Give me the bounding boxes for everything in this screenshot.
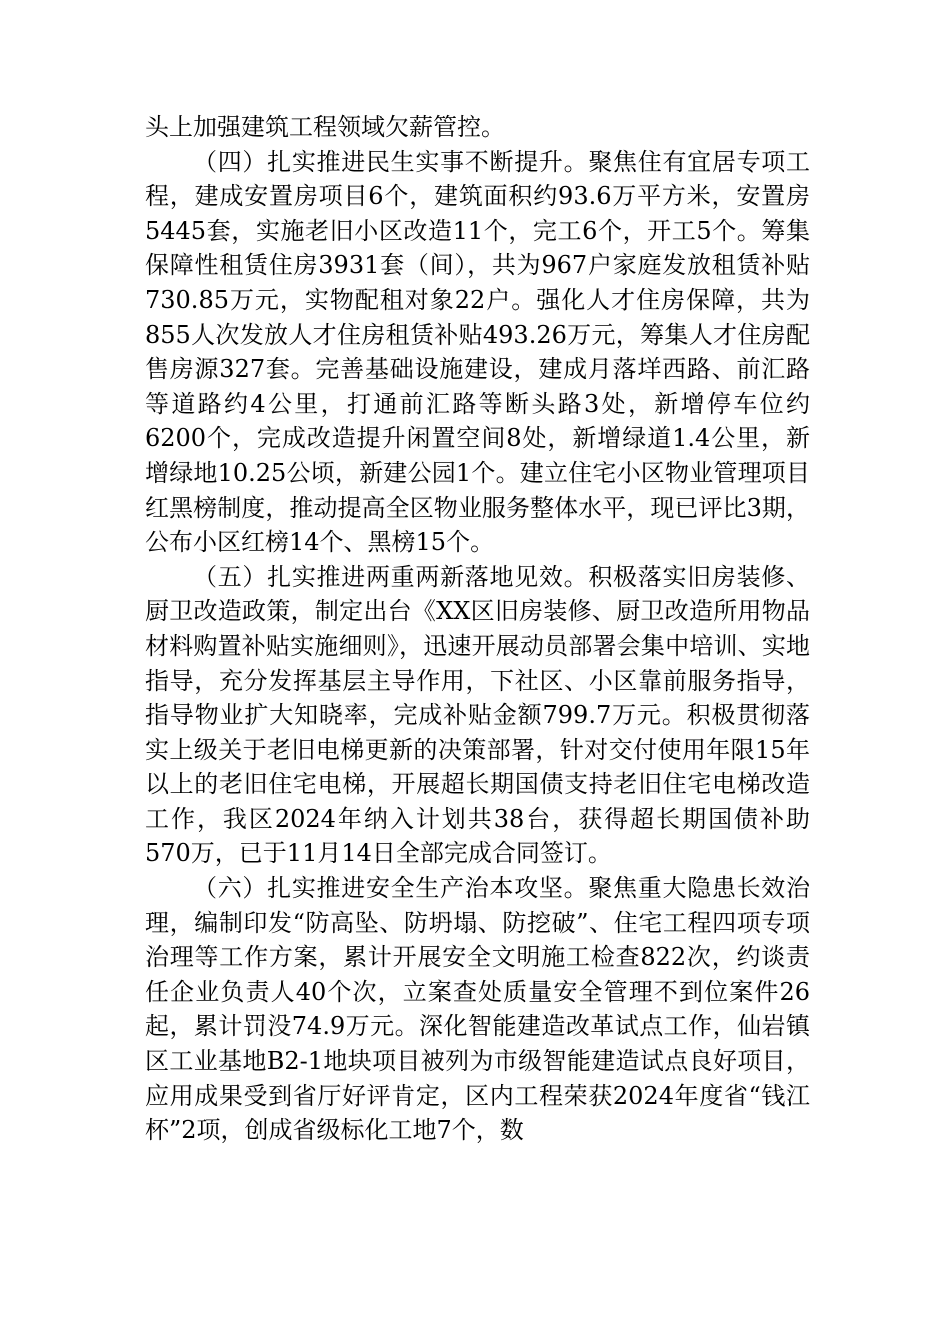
paragraph-section-4: （四）扎实推进民生实事不断提升。聚焦住有宜居专项工程，建成安置房项目6个，建筑面积约93.6万平方米，安置房5445套，实施老旧小区改造11个，完工6个，开工5个。筹集保障性租赁住房3931套（间），共为967户家庭发放租赁补贴730.85万元，实物配租对象22户。强化人才住房保障，共为855人次发放人才住房租赁补贴493.26万元，筹集人才住房配售房源327套。完善基础设施建设，建成月落垟西路、前汇路等道路约4公里，打通前汇路等断头路3处，新增停车位约6200个，完成改造提升闲置空间8处，新增绿道1.4公里，新增绿地10.25公顷，新建公园1个。建立住宅小区物业管理项目红黑榜制度，推动提高全区物业服务整体水平，现已评比3期，公布小区红榜14个、黑榜15个。: [145, 147, 810, 557]
paragraph-section-5: （五）扎实推进两重两新落地见效。积极落实旧房装修、厨卫改造政策，制定出台《XX区旧房装修、厨卫改造所用物品材料购置补贴实施细则》，迅速开展动员部署会集中培训、实地指导，充分发挥基层主导作用，下社区、小区靠前服务指导，指导物业扩大知晓率，完成补贴金额799.7万元。积极贯彻落实上级关于老旧电梯更新的决策部署，针对交付使用年限15年以上的老旧住宅电梯，开展超长期国债支持老旧住宅电梯改造工作，我区2024年纳入计划共38台，获得超长期国债补助570万，已于11月14日全部完成合同签订。: [145, 562, 810, 868]
paragraph-continuation: 头上加强建筑工程领域欠薪管控。: [145, 113, 505, 141]
paragraph-section-6: （六）扎实推进安全生产治本攻坚。聚焦重大隐患长效治理，编制印发“防高坠、防坍塌、防挖破”、住宅工程四项专项治理等工作方案，累计开展安全文明施工检查822次，约谈责任企业负责人40个次，立案查处质量安全管理不到位案件26起，累计罚没74.9万元。深化智能建造改革试点工作，仙岩镇区工业基地B2-1地块项目被列为市级智能建造试点良好项目，应用成果受到省厅好评肯定，区内工程荣获2024年度省“钱江杯”2项，创成省级标化工地7个，数: [145, 874, 810, 1145]
document-body: [145, 110, 810, 1148]
